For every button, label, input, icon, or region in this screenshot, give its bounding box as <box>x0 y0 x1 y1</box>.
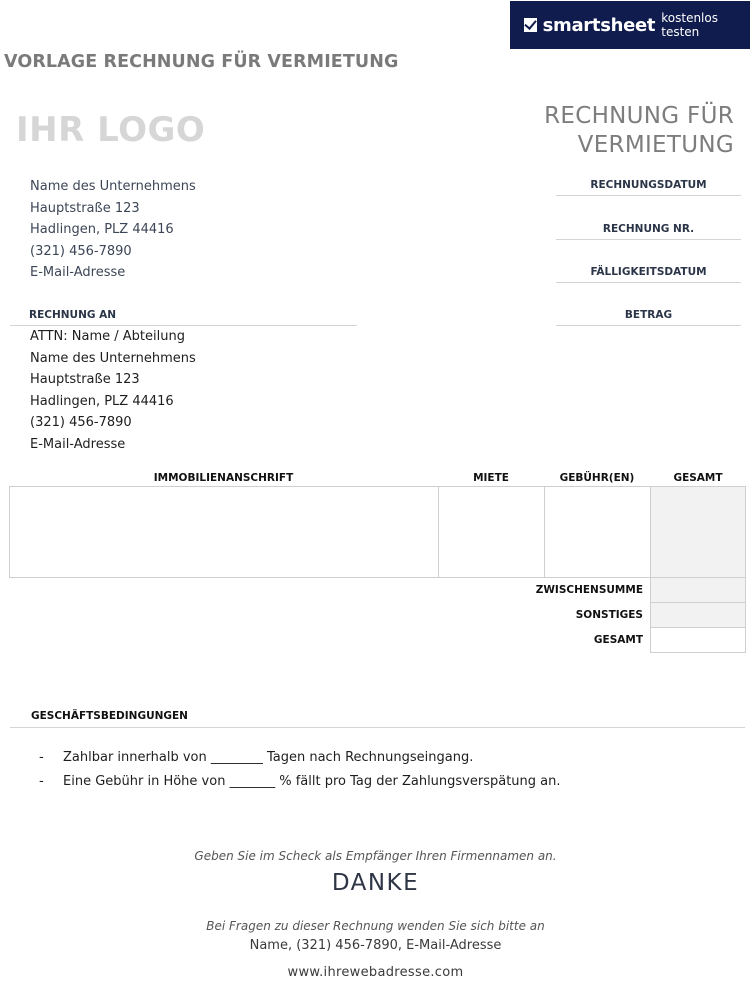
sender-phone: (321) 456-7890 <box>30 243 132 259</box>
bill-to-phone: (321) 456-7890 <box>30 415 132 431</box>
other-label: SONSTIGES <box>575 609 643 621</box>
invoice-date-field[interactable]: RECHNUNGSDATUM <box>556 176 741 196</box>
column-header-address: IMMOBILIENANSCHRIFT <box>153 472 294 484</box>
sender-company: Name des Unternehmens <box>30 179 196 194</box>
bill-to-address <box>30 326 196 456</box>
subtotal-value <box>650 578 746 603</box>
smartsheet-check-icon <box>524 18 537 32</box>
bill-to-label: RECHNUNG AN <box>10 307 357 326</box>
banner-brand: smartsheet <box>542 14 656 36</box>
column-header-total: GESAMT <box>673 472 723 484</box>
sender-address <box>30 176 196 284</box>
term-text: Zahlbar innerhalb von ________ Tagen nach Rechnungseingang. <box>63 750 474 765</box>
subtotal-label: ZWISCHENSUMME <box>535 584 643 596</box>
document-title <box>544 102 734 160</box>
due-date-field[interactable]: FÄLLIGKEITSDATUM <box>556 263 741 283</box>
document-title-line2: VERMIETUNG <box>577 132 734 158</box>
bill-to-email: E-Mail-Adresse <box>30 436 126 452</box>
sender-city: Hadlingen, PLZ 44416 <box>30 222 174 238</box>
other-value[interactable] <box>650 603 746 628</box>
cell-address[interactable] <box>10 487 439 577</box>
amount-field[interactable]: BETRAG <box>556 306 741 326</box>
cell-rent[interactable] <box>439 487 545 577</box>
cell-fees[interactable] <box>545 487 651 577</box>
smartsheet-banner-link[interactable] <box>510 1 750 49</box>
document-title-line1: RECHNUNG FÜR <box>544 103 734 129</box>
invoice-number-field[interactable]: RECHNUNG NR. <box>556 220 741 240</box>
page-title: VORLAGE RECHNUNG FÜR VERMIETUNG <box>4 52 399 72</box>
total-label: GESAMT <box>593 634 643 646</box>
sender-email: E-Mail-Adresse <box>30 265 126 281</box>
term-text: Eine Gebühr in Höhe von _______ % fällt pro Tag der Zahlungsverspätung an. <box>63 774 561 789</box>
term-item <box>39 750 473 765</box>
bill-to-attn: ATTN: Name / Abteilung <box>30 329 185 344</box>
bill-to-company: Name des Unternehmens <box>30 350 196 366</box>
line-items-table <box>9 486 746 578</box>
sender-street: Hauptstraße 123 <box>30 200 140 216</box>
logo-placeholder: IHR LOGO <box>16 110 206 150</box>
check-note: Geben Sie im Scheck als Empfänger Ihren Firmennamen an. <box>194 849 557 863</box>
thank-you: DANKE <box>331 870 420 896</box>
questions-note: Bei Fragen zu dieser Rechnung wenden Sie sich bitte an <box>206 919 545 933</box>
bullet-dash: - <box>39 750 44 765</box>
terms-label: GESCHÄFTSBEDINGUNGEN <box>10 708 745 728</box>
website: www.ihrewebadresse.com <box>287 965 464 980</box>
bullet-dash: - <box>39 774 44 789</box>
column-header-fees: GEBÜHR(EN) <box>559 472 635 484</box>
contact-info: Name, (321) 456-7890, E-Mail-Adresse <box>249 938 502 953</box>
total-value <box>650 628 746 653</box>
term-item <box>39 774 561 789</box>
bill-to-city: Hadlingen, PLZ 44416 <box>30 393 174 409</box>
banner-cta: kostenlos testen <box>661 11 718 39</box>
column-header-rent: MIETE <box>473 472 509 484</box>
cell-total <box>651 487 745 577</box>
bill-to-street: Hauptstraße 123 <box>30 372 140 388</box>
